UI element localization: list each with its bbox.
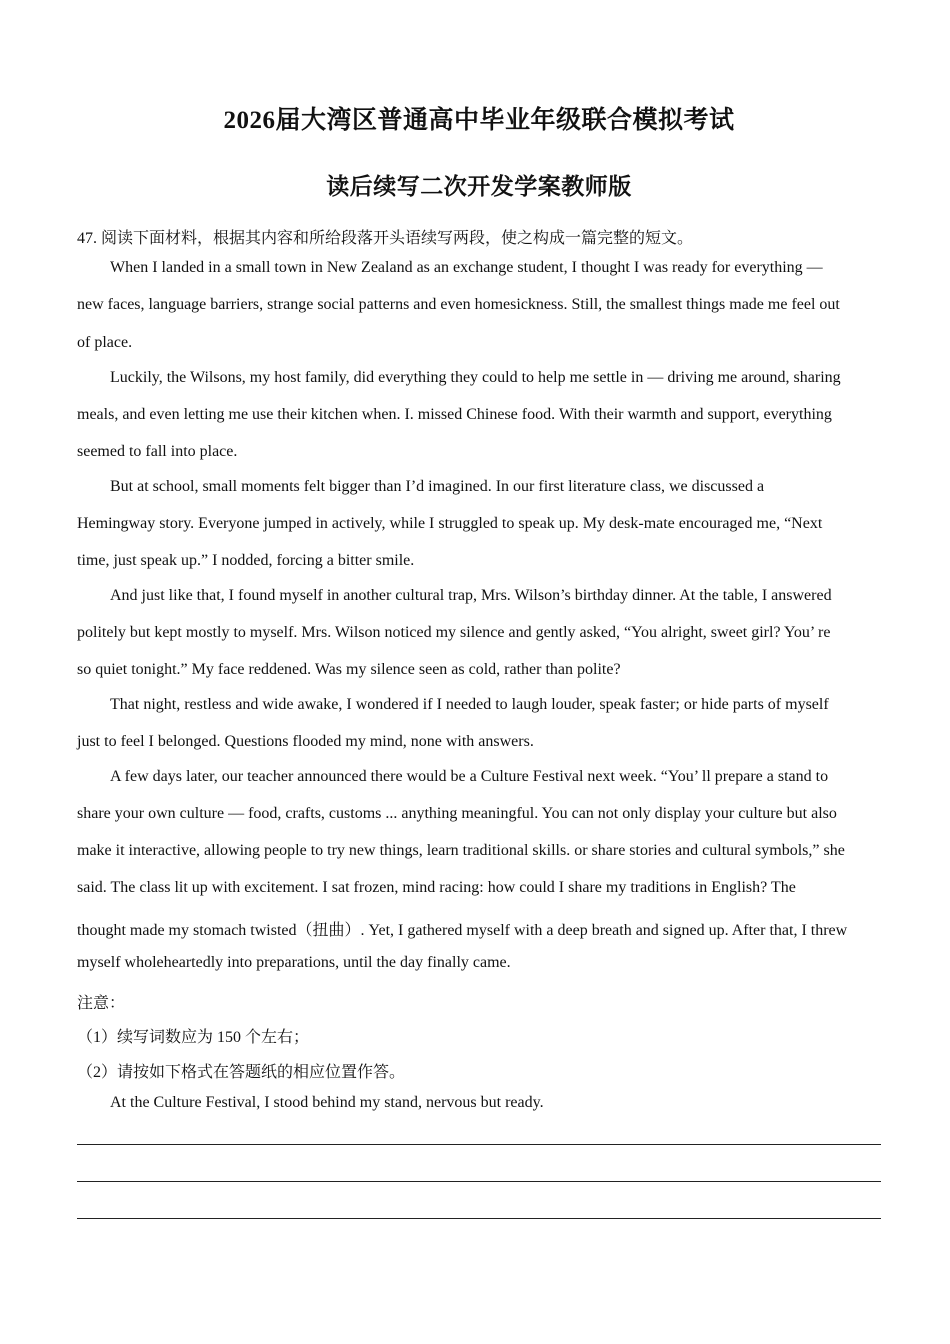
passage-line: myself wholeheartedly into preparations, until the day finally came.	[77, 954, 511, 971]
answer-line	[77, 1218, 881, 1219]
passage-line: of place.	[77, 334, 133, 351]
passage-line: seemed to fall into place.	[77, 443, 238, 460]
passage-line: new faces, language barriers, strange social patterns and even homesickness. Still, the smallest things made me feel out	[77, 296, 840, 313]
answer-line	[77, 1144, 881, 1145]
passage-line: politely but kept mostly to myself. Mrs. Wilson noticed my silence and gently asked, “You alright, sweet girl? You’ re	[77, 624, 831, 641]
note-item: （2）请按如下格式在答题纸的相应位置作答。	[77, 1064, 406, 1081]
passage-line: meals, and even letting me use their kitchen when. I. missed Chinese food. With their warmth and support, everything	[77, 406, 832, 423]
passage-line: thought made my stomach twisted（扭曲）. Yet, I gathered myself with a deep breath and signed up. After that, I threw	[77, 922, 848, 939]
exam-title: 2026届大湾区普通高中毕业年级联合模拟考试	[223, 107, 735, 134]
note-item: （1）续写词数应为 150 个左右；	[77, 1029, 310, 1046]
answer-line	[77, 1181, 881, 1182]
passage-line: said. The class lit up with excitement. I sat frozen, mind racing: how could I share my traditions in English? The	[77, 879, 796, 896]
passage-line: A few days later, our teacher announced there would be a Culture Festival next week. “You’ ll prepare a stand to	[110, 768, 829, 785]
passage-line: Hemingway story. Everyone jumped in actively, while I struggled to speak up. My desk-mate encouraged me, “Next	[77, 515, 823, 532]
continuation-opening: At the Culture Festival, I stood behind my stand, nervous but ready.	[110, 1094, 544, 1111]
passage-line: share your own culture — food, crafts, customs ... anything meaningful. You can not only display your culture but also	[77, 805, 837, 822]
notes-heading: 注意：	[77, 995, 126, 1012]
passage-line: When I landed in a small town in New Zealand as an exchange student, I thought I was ready for everything —	[110, 259, 823, 276]
passage-line: Luckily, the Wilsons, my host family, did everything they could to help me settle in — driving me around, sharing	[110, 369, 841, 386]
passage-line: make it interactive, allowing people to try new things, learn traditional skills. or share stories and cultural symbols,” she	[77, 842, 845, 859]
passage-line: just to feel I belonged. Questions flooded my mind, none with answers.	[77, 733, 534, 750]
passage-line: But at school, small moments felt bigger than I’d imagined. In our first literature class, we discussed a	[110, 478, 765, 495]
passage-line: That night, restless and wide awake, I wondered if I needed to laugh louder, speak faster; or hide parts of myself	[110, 696, 829, 713]
passage-line: so quiet tonight.” My face reddened. Was my silence seen as cold, rather than polite?	[77, 661, 621, 678]
passage-line: time, just speak up.” I nodded, forcing a bitter smile.	[77, 552, 415, 569]
passage-line: And just like that, I found myself in another cultural trap, Mrs. Wilson’s birthday dinner. At the table, I answered	[110, 587, 832, 604]
question-instruction: 47. 阅读下面材料，根据其内容和所给段落开头语续写两段，使之构成一篇完整的短文。	[77, 230, 694, 247]
handout-subtitle: 读后续写二次开发学案教师版	[326, 174, 632, 199]
